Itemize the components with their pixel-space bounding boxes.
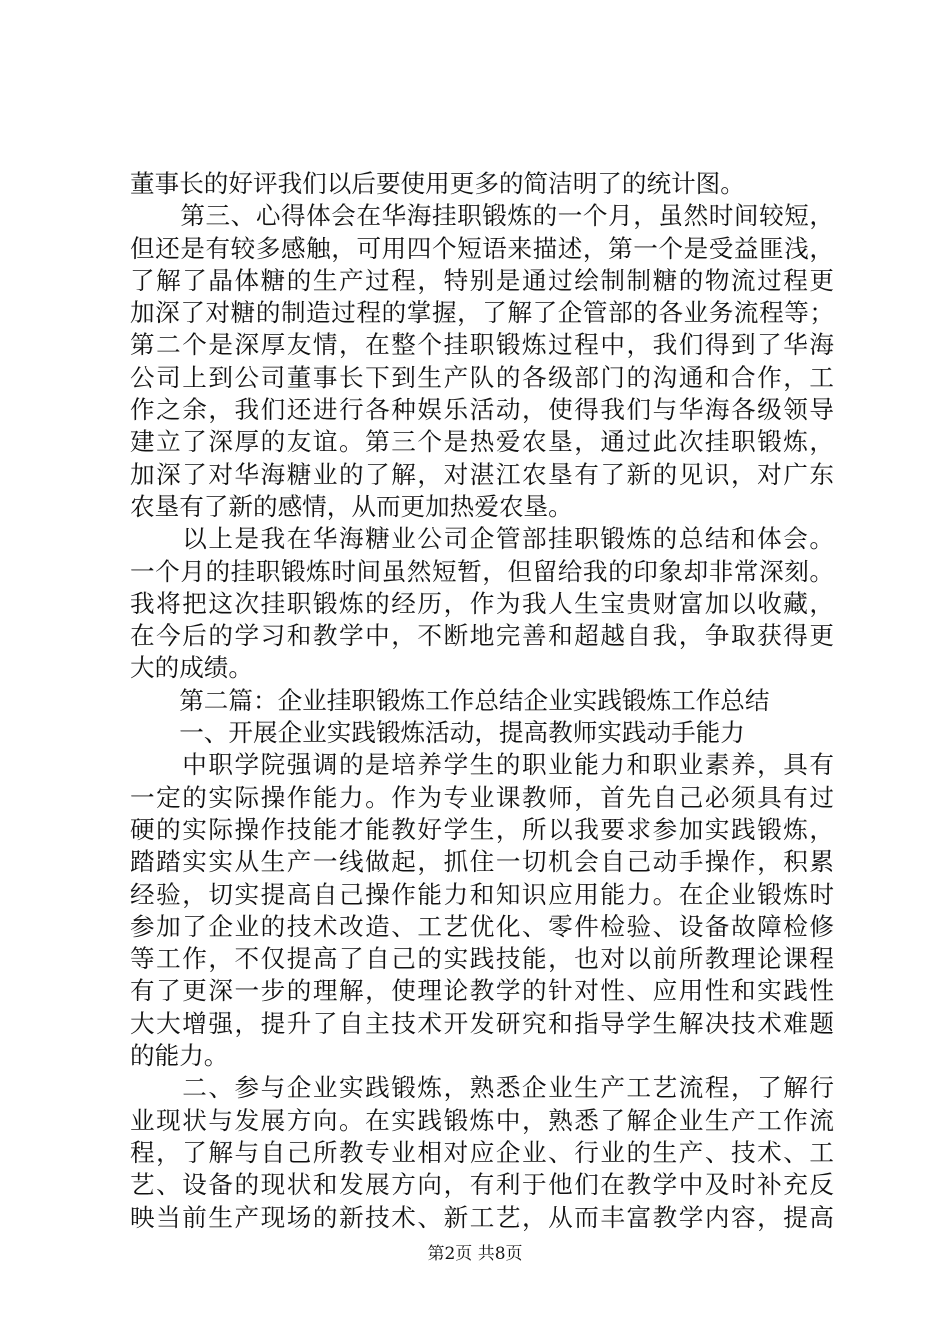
text-line: 建立了深厚的友谊。第三个是热爱农垦，通过此次挂职锻炼， [130, 427, 834, 457]
text-line: 第二个是深厚友情，在整个挂职锻炼过程中，我们得到了华海 [130, 330, 834, 360]
text-line: 董事长的好评我们以后要使用更多的简洁明了的统计图。 [130, 169, 745, 198]
text-line: 公司上到公司董事长下到生产队的各级部门的沟通和合作，工 [130, 362, 834, 392]
text-line: 加深了对华海糖业的了解，对湛江农垦有了新的见识，对广东 [130, 459, 834, 489]
page-footer: 第2页 共8页 [427, 1244, 523, 1264]
text-line: 了解了晶体糖的生产过程，特别是通过绘制制糖的物流过程更 [130, 265, 834, 295]
text-line: 加深了对糖的制造过程的掌握，了解了企管部的各业务流程等； [130, 298, 834, 328]
text-line: 我将把这次挂职锻炼的经历，作为我人生宝贵财富加以收藏， [130, 588, 834, 618]
text-line: 中职学院强调的是培养学生的职业能力和职业素养，具有 [130, 750, 834, 780]
text-line: 二、参与企业实践锻炼，熟悉企业生产工艺流程，了解行 [130, 1073, 834, 1103]
text-line: 艺、设备的现状和发展方向，有利于他们在教学中及时补充反 [130, 1170, 834, 1200]
text-line: 第三、心得体会在华海挂职锻炼的一个月，虽然时间较短， [130, 201, 834, 231]
text-line: 等工作，不仅提高了自己的实践技能，也对以前所教理论课程 [130, 944, 834, 974]
text-line: 一定的实际操作能力。作为专业课教师，首先自己必须具有过 [130, 782, 834, 812]
text-line: 映当前生产现场的新技术、新工艺，从而丰富教学内容，提高 [130, 1202, 834, 1232]
text-line: 硬的实际操作技能才能教好学生，所以我要求参加实践锻炼， [130, 814, 834, 844]
text-line: 大的成绩。 [130, 653, 253, 683]
text-line: 程，了解与自己所教专业相对应企业、行业的生产、技术、工 [130, 1137, 834, 1167]
text-line: 踏踏实实从生产一线做起，抓住一切机会自己动手操作，积累 [130, 847, 834, 877]
text-line: 作之余，我们还进行各种娱乐活动，使得我们与华海各级领导 [130, 395, 834, 425]
text-line: 有了更深一步的理解，使理论教学的针对性、应用性和实践性 [130, 976, 834, 1006]
document-body [130, 168, 834, 1234]
text-line: 一个月的挂职锻炼时间虽然短暂，但留给我的印象却非常深刻。 [130, 556, 834, 586]
text-line: 但还是有较多感触，可用四个短语来描述，第一个是受益匪浅， [130, 233, 834, 263]
text-line: 业现状与发展方向。在实践锻炼中，熟悉了解企业生产工作流 [130, 1105, 834, 1135]
text-line: 的能力。 [130, 1041, 229, 1071]
text-line: 大大增强，提升了自主技术开发研究和指导学生解决技术难题 [130, 1008, 834, 1038]
text-line: 经验，切实提高自己操作能力和知识应用能力。在企业锻炼时 [130, 879, 834, 909]
text-line: 一、开展企业实践锻炼活动，提高教师实践动手能力 [130, 718, 745, 748]
text-line: 参加了企业的技术改造、工艺优化、零件检验、设备故障检修 [130, 911, 834, 941]
text-line: 农垦有了新的感情，从而更加热爱农垦。 [130, 491, 573, 521]
text-line: 在今后的学习和教学中，不断地完善和超越自我，争取获得更 [130, 621, 834, 651]
text-line: 以上是我在华海糖业公司企管部挂职锻炼的总结和体会。 [130, 524, 834, 554]
text-line: 第二篇：企业挂职锻炼工作总结企业实践锻炼工作总结 [130, 685, 770, 715]
